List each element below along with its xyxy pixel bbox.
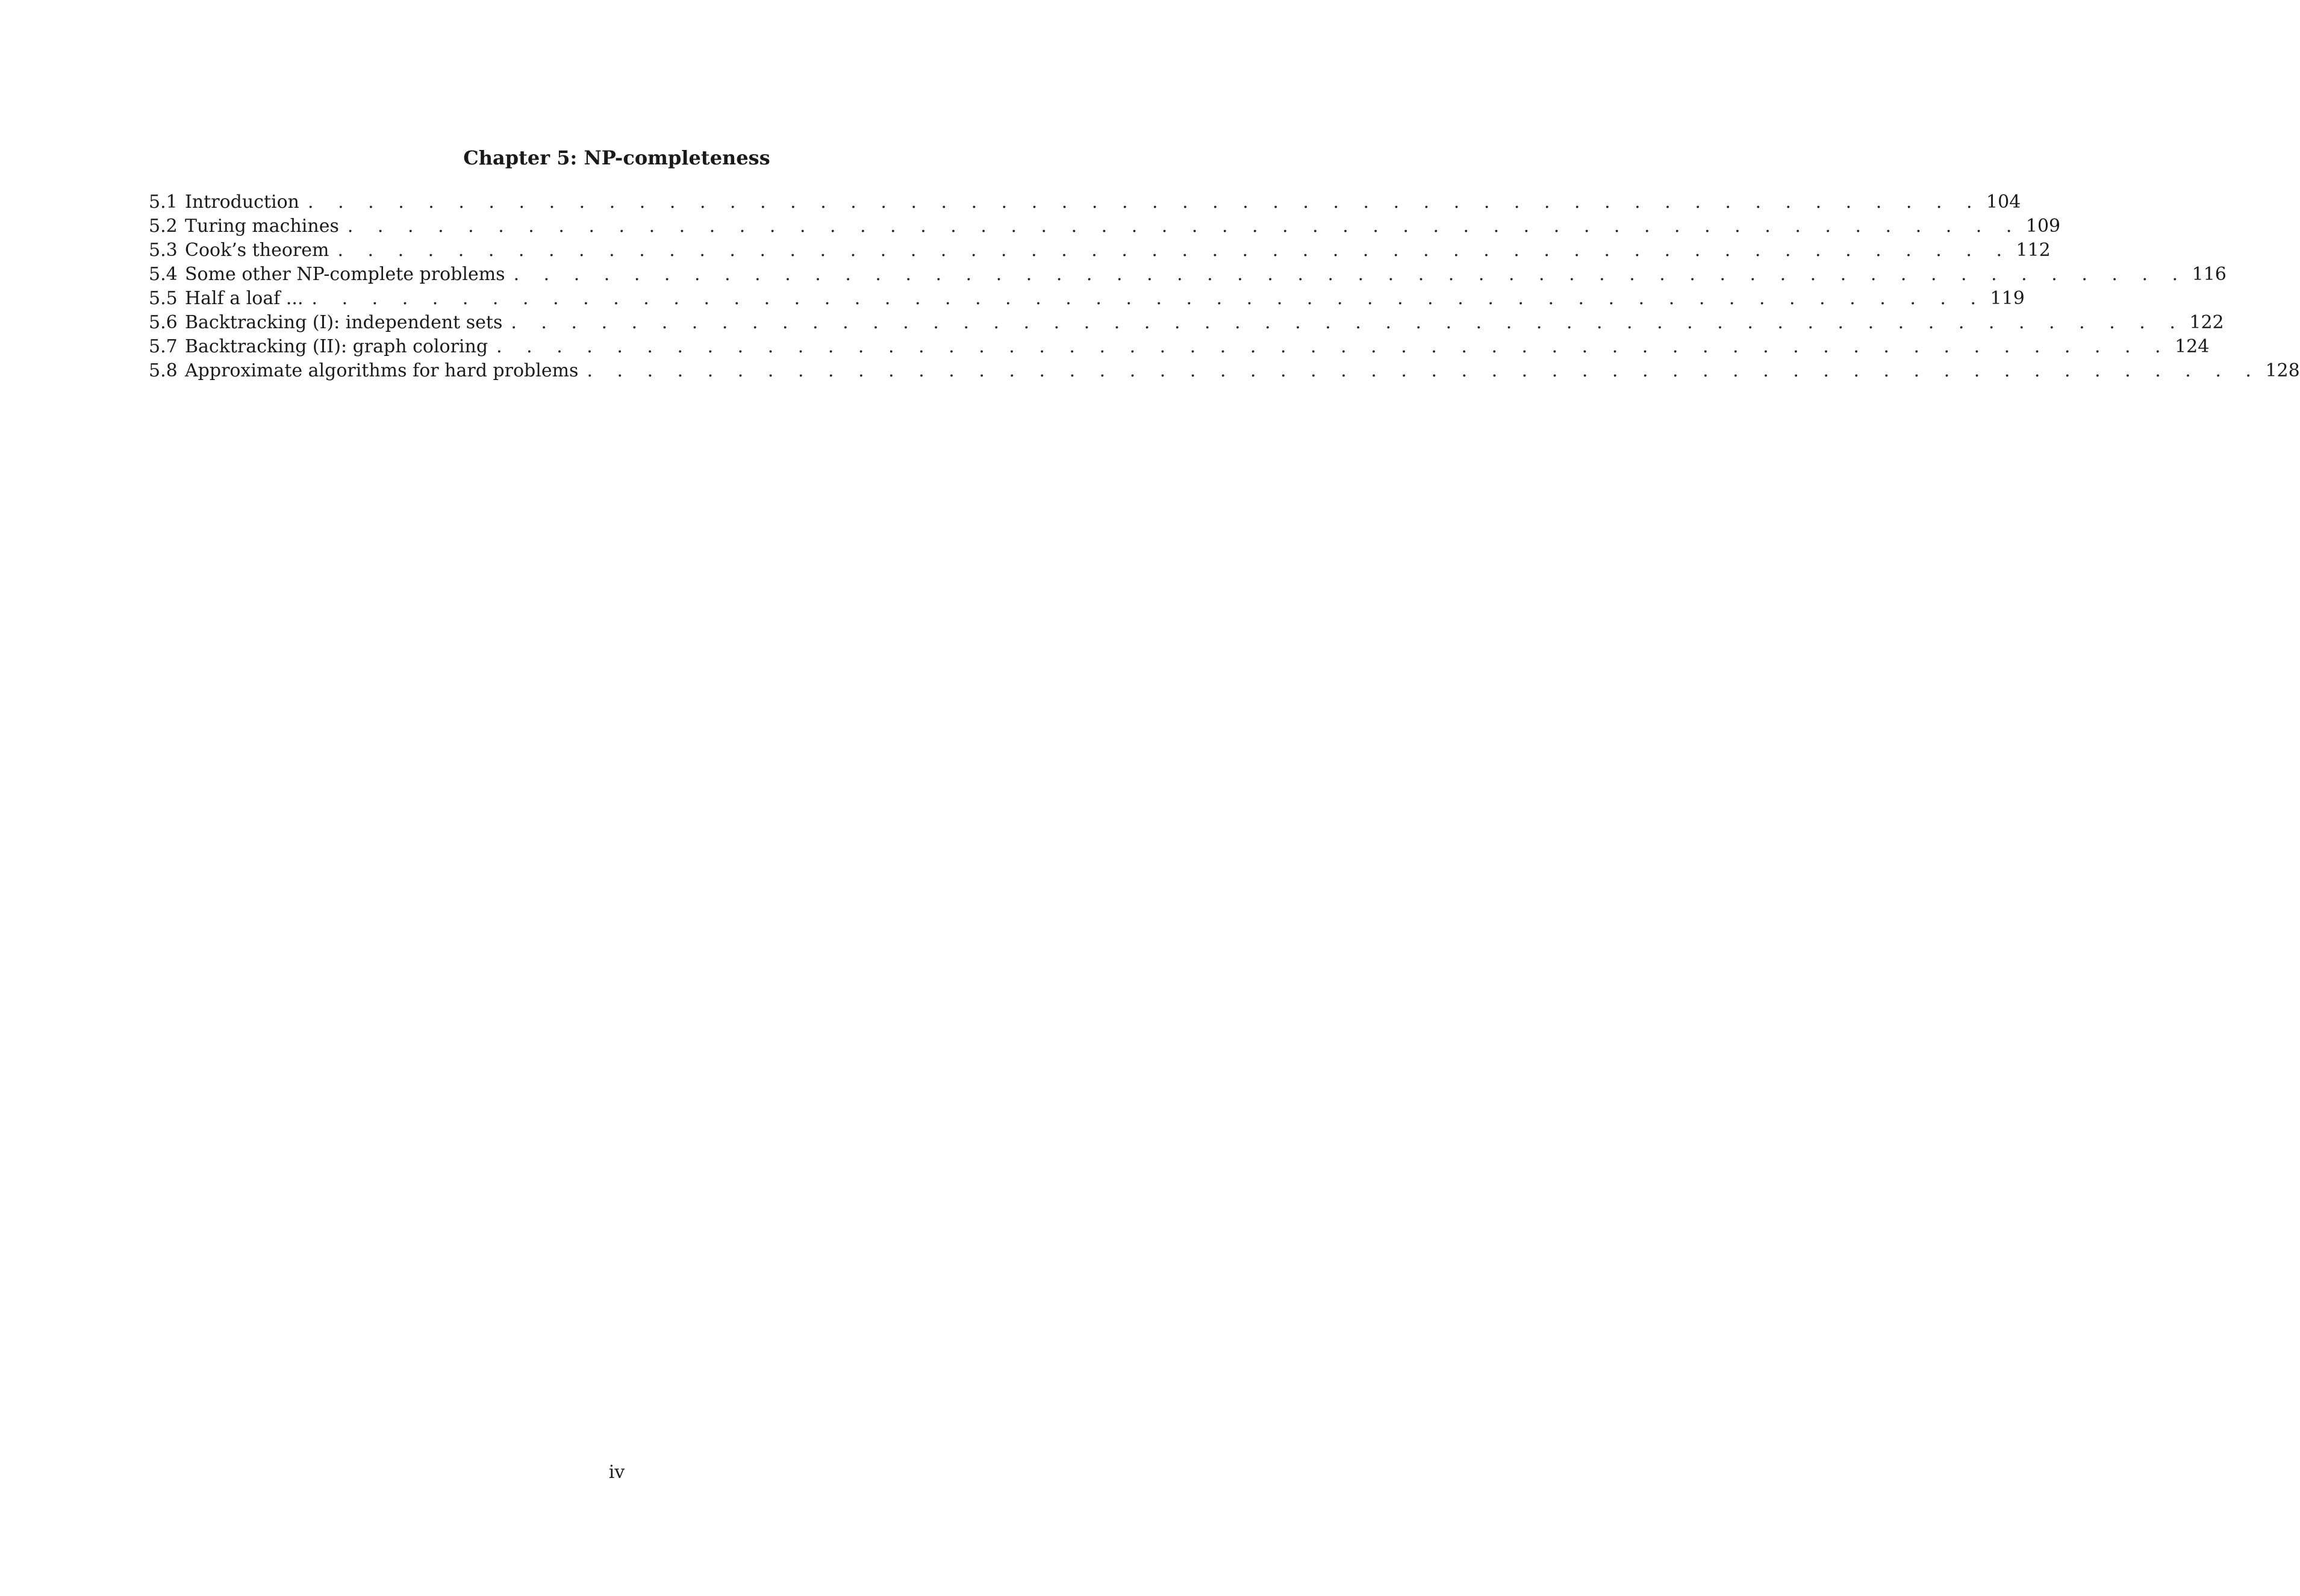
toc-entry-page: 116 (2192, 264, 2227, 285)
table-of-contents (149, 190, 2300, 383)
toc-entry-title: Some other NP-complete problems (185, 264, 505, 285)
toc-dot-leader: . . . . . . . . . . . . . . . . . . . . . . . . . . . . . . . . . . . . . . . . . . . . . . . . . . . . . . . . (496, 336, 2171, 357)
toc-entry-number: 5.3 (149, 240, 178, 261)
toc-entry-page: 119 (1990, 288, 2025, 309)
toc-dot-leader: . . . . . . . . . . . . . . . . . . . . . . . . . . . . . . . . . . . . . . . . . . . . . . . . . . . . . . . . (511, 312, 2185, 333)
toc-entry-number: 5.6 (149, 312, 178, 333)
toc-entry-page: 124 (2175, 336, 2210, 357)
toc-entry-title: Backtracking (II): graph coloring (185, 336, 488, 357)
toc-entry-title: Half a loaf ... (185, 288, 304, 309)
toc-entry-number: 5.4 (149, 264, 178, 285)
toc-entry[interactable] (149, 190, 2021, 214)
toc-entry[interactable] (149, 335, 2210, 359)
toc-dot-leader: . . . . . . . . . . . . . . . . . . . . . . . . . . . . . . . . . . . . . . . . . . . . . . . . . . . . . . . . (308, 192, 1982, 213)
toc-dot-leader: . . . . . . . . . . . . . . . . . . . . . . . . . . . . . . . . . . . . . . . . . . . . . . . . . . . . . . . . (513, 264, 2187, 285)
chapter-title: Chapter 5: NP-completeness (463, 146, 770, 169)
toc-entry[interactable] (149, 287, 2025, 311)
toc-entry-number: 5.8 (149, 360, 178, 381)
page-number: iv (608, 1462, 625, 1483)
toc-entry-page: 112 (2016, 240, 2051, 261)
toc-entry-number: 5.1 (149, 192, 178, 213)
toc-entry[interactable] (149, 359, 2300, 383)
toc-dot-leader: . . . . . . . . . . . . . . . . . . . . . . . . . . . . . . . . . . . . . . . . . . . . . . . . . . . . . . . . (587, 360, 2261, 381)
toc-entry-title: Approximate algorithms for hard problems (185, 360, 579, 381)
toc-entry-number: 5.2 (149, 216, 178, 237)
toc-dot-leader: . . . . . . . . . . . . . . . . . . . . . . . . . . . . . . . . . . . . . . . . . . . . . . . . . . . . . . . . (311, 288, 1986, 309)
toc-entry-title: Introduction (185, 192, 299, 213)
toc-entry-title: Cook’s theorem (185, 240, 329, 261)
toc-entry-title: Turing machines (185, 216, 339, 237)
toc-dot-leader: . . . . . . . . . . . . . . . . . . . . . . . . . . . . . . . . . . . . . . . . . . . . . . . . . . . . . . . . (347, 216, 2021, 237)
toc-entry-page: 104 (1986, 192, 2021, 213)
toc-entry-number: 5.7 (149, 336, 178, 357)
toc-entry[interactable] (149, 263, 2227, 287)
toc-entry-page: 122 (2189, 312, 2224, 333)
toc-entry-title: Backtracking (I): independent sets (185, 312, 503, 333)
toc-entry[interactable] (149, 214, 2061, 238)
toc-dot-leader: . . . . . . . . . . . . . . . . . . . . . . . . . . . . . . . . . . . . . . . . . . . . . . . . . . . . . . . . (337, 240, 2012, 261)
toc-entry[interactable] (149, 238, 2051, 263)
toc-entry-number: 5.5 (149, 288, 178, 309)
toc-entry-page: 109 (2025, 216, 2061, 237)
toc-entry-page: 128 (2265, 360, 2300, 381)
toc-entry[interactable] (149, 311, 2224, 335)
